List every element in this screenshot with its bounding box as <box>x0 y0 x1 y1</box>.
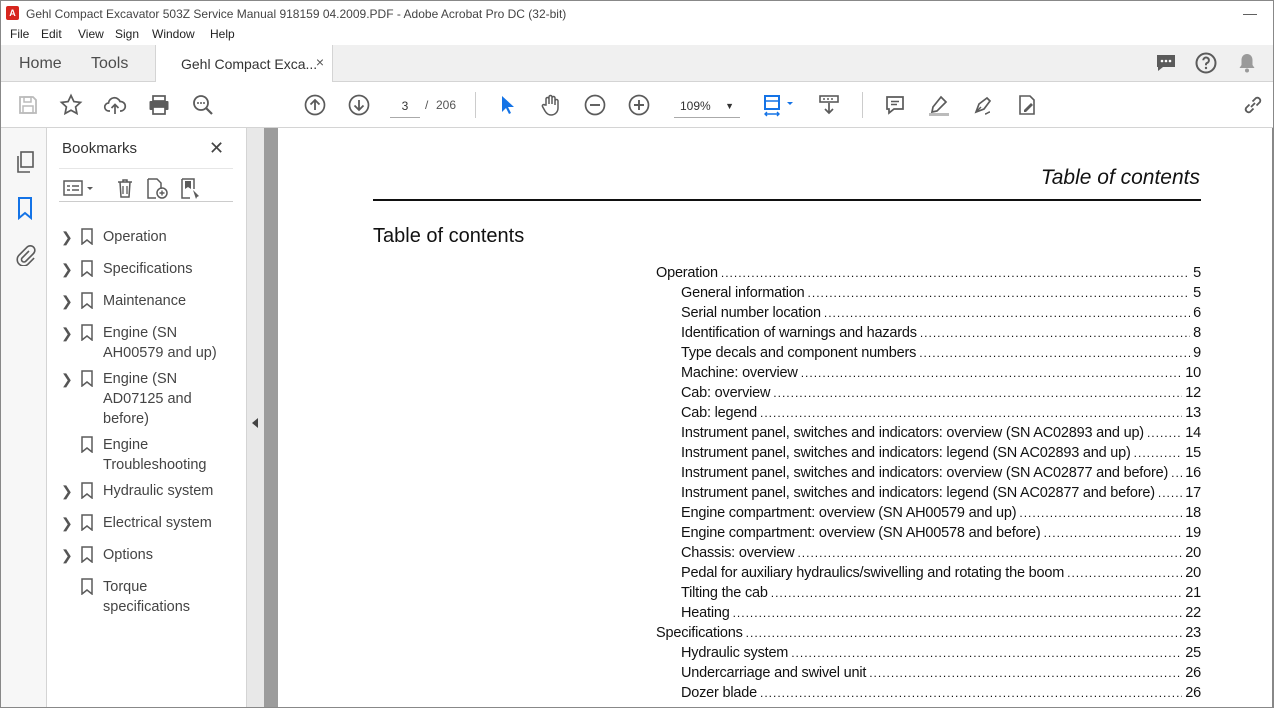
menu-bar <box>0 26 1274 45</box>
bookmarks-toolbar <box>59 168 233 202</box>
comment-icon[interactable] <box>883 93 907 117</box>
bookmark-label: Engine Troubleshooting <box>103 437 207 473</box>
bookmark-panel-icon[interactable] <box>14 196 36 220</box>
toc-entry[interactable] <box>656 585 1201 605</box>
bookmark-item[interactable] <box>47 513 247 533</box>
toc-entry-title: Machine: overview <box>681 365 798 381</box>
select-cursor-icon[interactable] <box>495 93 519 117</box>
toc-entry[interactable] <box>656 605 1201 625</box>
menu-view[interactable]: View <box>78 27 104 41</box>
chevron-right-icon[interactable]: ❯ <box>61 483 73 499</box>
new-bookmark-icon[interactable] <box>145 177 169 199</box>
toc-leader-dots <box>1158 486 1182 500</box>
page-fit-icon[interactable] <box>761 93 797 117</box>
toc-entry-page: 16 <box>1185 465 1201 481</box>
toc-leader-dots <box>1067 566 1182 580</box>
toc-entry[interactable] <box>656 285 1201 305</box>
toc-entry-page: 15 <box>1185 445 1201 461</box>
page-number-input[interactable]: 3 <box>390 94 420 118</box>
toc-entry-page: 21 <box>1185 585 1201 601</box>
bookmark-label: Torque specifications <box>103 579 191 615</box>
toc-leader-dots <box>824 306 1190 320</box>
toc-leader-dots <box>808 286 1191 300</box>
left-navigation-rail <box>0 128 47 708</box>
toc-entry[interactable] <box>656 345 1201 365</box>
bookmark-flag-icon <box>81 292 93 309</box>
toc-entry-title: Instrument panel, switches and indicators: overview (SN AC02877 and before) <box>681 465 1169 481</box>
highlight-pen-icon[interactable] <box>927 93 951 117</box>
toc-entry[interactable] <box>656 685 1201 705</box>
toc-entry-page: 22 <box>1185 605 1201 621</box>
toc-entry-page: 23 <box>1185 625 1201 641</box>
toc-leader-dots <box>869 666 1182 680</box>
minimize-button[interactable]: — <box>1243 5 1257 21</box>
document-page <box>278 128 1273 708</box>
toolbar-divider <box>475 92 476 118</box>
toc-entry-page: 13 <box>1185 405 1201 421</box>
toc-entry[interactable] <box>656 665 1201 685</box>
tab-document[interactable] <box>155 45 333 82</box>
toc-entry-page: 5 <box>1193 285 1201 301</box>
main-toolbar <box>0 82 1274 128</box>
toc-entry-page: 18 <box>1185 505 1201 521</box>
toc-entry-page: 6 <box>1193 305 1201 321</box>
bookmark-options-icon[interactable] <box>63 177 97 199</box>
toc-leader-dots <box>771 586 1183 600</box>
chevron-right-icon[interactable]: ❯ <box>61 293 73 309</box>
bookmark-flag-icon <box>81 482 93 499</box>
menu-window[interactable]: Window <box>152 27 195 41</box>
chevron-right-icon[interactable]: ❯ <box>61 371 73 387</box>
tab-close-button[interactable]: × <box>315 54 324 70</box>
toc-leader-dots <box>721 266 1190 280</box>
toc-entry[interactable] <box>656 265 1201 285</box>
toc-entry[interactable] <box>656 325 1201 345</box>
toc-entry-page: 26 <box>1185 685 1201 701</box>
toc-entry[interactable] <box>656 645 1201 665</box>
toc-entry-title: Heating <box>681 605 730 621</box>
star-icon[interactable] <box>59 93 83 117</box>
bookmark-item[interactable] <box>47 481 247 501</box>
window-title: Gehl Compact Excavator 503Z Service Manual 918159 04.2009.PDF - Adobe Acrobat Pro DC (32-bit) <box>26 7 567 21</box>
bookmark-item[interactable] <box>47 577 247 617</box>
toc-leader-dots <box>746 626 1183 640</box>
toc-entry-title: General information <box>681 285 805 301</box>
toc-entry-page: 12 <box>1185 385 1201 401</box>
bookmark-flag-icon <box>81 228 93 245</box>
toc-entry-page: 25 <box>1185 645 1201 661</box>
page-thumbnails-icon[interactable] <box>14 150 36 174</box>
scroll-mode-icon[interactable] <box>817 93 841 117</box>
toc-entry-page: 19 <box>1185 525 1201 541</box>
bookmark-flag-icon <box>81 546 93 563</box>
toc-entry-title: Undercarriage and swivel unit <box>681 665 867 681</box>
toc-leader-dots <box>919 346 1190 360</box>
menu-edit[interactable]: Edit <box>41 27 62 41</box>
comment-bubble-icon[interactable] <box>1154 51 1178 75</box>
bookmark-label: Engine (SN AH00579 and up) <box>103 325 217 361</box>
chevron-down-icon: ▼ <box>725 101 734 111</box>
toc-entry[interactable] <box>656 445 1201 465</box>
toc-leader-dots <box>1019 506 1182 520</box>
tab-tools[interactable]: Tools <box>91 55 129 72</box>
toc-entry[interactable] <box>656 625 1201 645</box>
toc-entry-title: Instrument panel, switches and indicators: overview (SN AC02893 and up) <box>681 425 1144 441</box>
chevron-right-icon[interactable]: ❯ <box>61 229 73 245</box>
tab-home[interactable]: Home <box>19 55 62 72</box>
toc-entry-page: 20 <box>1185 565 1201 581</box>
toc-entry-title: Cab: overview <box>681 385 771 401</box>
toc-entry-title: Dozer blade <box>681 685 757 701</box>
toc-entry[interactable] <box>656 545 1201 565</box>
toc-leader-dots <box>1171 466 1182 480</box>
document-background <box>264 128 278 708</box>
toc-entry-page: 20 <box>1185 545 1201 561</box>
toc-leader-dots <box>797 546 1182 560</box>
bookmark-flag-icon <box>81 324 93 341</box>
menu-sign[interactable]: Sign <box>115 27 140 41</box>
toc-entry[interactable] <box>656 385 1201 405</box>
toc-entry-page: 17 <box>1185 485 1201 501</box>
title-bar <box>0 0 1274 26</box>
bookmark-flag-icon <box>81 514 93 531</box>
bookmark-item[interactable] <box>47 545 247 565</box>
toc-entry-page: 10 <box>1185 365 1201 381</box>
panel-collapse-handle[interactable] <box>247 128 264 708</box>
print-icon[interactable] <box>147 93 171 117</box>
bookmark-label: Hydraulic system <box>103 483 214 499</box>
page-header-title: Table of contents <box>1040 166 1200 189</box>
close-panel-button[interactable]: ✕ <box>209 138 225 158</box>
upload-cloud-icon[interactable] <box>103 93 127 117</box>
toc-entry-title: Type decals and component numbers <box>681 345 917 361</box>
toc-heading: Table of contents <box>373 225 525 247</box>
chevron-right-icon[interactable]: ❯ <box>61 261 73 277</box>
toc-leader-dots <box>1044 526 1183 540</box>
chevron-right-icon[interactable]: ❯ <box>61 325 73 341</box>
chevron-right-icon[interactable]: ❯ <box>61 515 73 531</box>
bookmark-label: Specifications <box>103 261 193 277</box>
toc-entry[interactable] <box>656 425 1201 445</box>
bookmark-label: Engine (SN AD07125 and before) <box>103 371 192 427</box>
bookmark-label: Maintenance <box>103 293 187 309</box>
toc-entry-page: 5 <box>1193 265 1201 281</box>
bookmark-label: Options <box>103 547 153 563</box>
toc-entry-title: Tilting the cab <box>681 585 768 601</box>
zoom-in-icon[interactable] <box>627 93 651 117</box>
toc-entry-page: 9 <box>1193 345 1201 361</box>
acrobat-icon: A <box>6 6 19 20</box>
toc-entry-title: Engine compartment: overview (SN AH00578 and before) <box>681 525 1041 541</box>
zoom-level-select[interactable] <box>674 94 740 118</box>
zoom-level-value: 109% <box>680 99 711 113</box>
hand-tool-icon[interactable] <box>539 93 563 117</box>
find-bookmark-icon[interactable] <box>179 177 203 199</box>
bookmark-flag-icon <box>81 578 93 595</box>
bookmark-flag-icon <box>81 370 93 387</box>
previous-page-icon[interactable] <box>303 93 327 117</box>
menu-file[interactable]: File <box>10 27 30 41</box>
toolbar-divider <box>862 92 863 118</box>
toc-entry-title: Hydraulic system <box>681 645 789 661</box>
toc-entry-title: Serial number location <box>681 305 821 321</box>
bookmark-item[interactable] <box>47 435 247 475</box>
toc-entry[interactable] <box>656 565 1201 585</box>
toc-entry-title: Cab: legend <box>681 405 757 421</box>
toc-entry[interactable] <box>656 305 1201 325</box>
attachment-paperclip-icon[interactable] <box>14 242 36 266</box>
find-zoom-icon[interactable] <box>191 93 215 117</box>
tab-document-label: Gehl Compact Exca... <box>181 56 318 72</box>
collapse-arrow-icon[interactable] <box>252 418 258 428</box>
toc-entry-title: Instrument panel, switches and indicators: legend (SN AC02877 and before) <box>681 485 1155 501</box>
bookmark-flag-icon <box>81 436 93 453</box>
notification-bell-icon[interactable] <box>1235 51 1259 75</box>
delete-bookmark-icon[interactable] <box>113 177 137 199</box>
toc-entry[interactable] <box>656 485 1201 505</box>
table-of-contents <box>656 265 1201 705</box>
bookmark-item[interactable] <box>47 259 247 279</box>
toc-leader-dots <box>1147 426 1182 440</box>
toc-entry-page: 14 <box>1185 425 1201 441</box>
toc-entry-title: Instrument panel, switches and indicators: legend (SN AC02893 and up) <box>681 445 1131 461</box>
toc-entry[interactable] <box>656 465 1201 485</box>
bookmark-item[interactable] <box>47 227 247 247</box>
toc-leader-dots <box>920 326 1190 340</box>
sign-pen-icon[interactable] <box>971 93 995 117</box>
bookmark-label: Electrical system <box>103 515 212 531</box>
toc-entry-title: Operation <box>656 265 718 281</box>
zoom-out-icon[interactable] <box>583 93 607 117</box>
toc-entry-title: Engine compartment: overview (SN AH00579 and up) <box>681 505 1017 521</box>
toc-entry-title: Chassis: overview <box>681 545 795 561</box>
bookmark-label: Operation <box>103 229 167 245</box>
bookmark-item[interactable] <box>47 323 247 363</box>
bookmarks-panel <box>47 128 247 708</box>
header-rule <box>373 199 1201 201</box>
toc-entry[interactable] <box>656 365 1201 385</box>
toc-leader-dots <box>1134 446 1183 460</box>
share-link-icon[interactable] <box>1241 93 1265 117</box>
bookmark-flag-icon <box>81 260 93 277</box>
toc-entry[interactable] <box>656 505 1201 525</box>
page-separator: / <box>425 98 429 112</box>
toc-leader-dots <box>733 606 1183 620</box>
help-icon[interactable] <box>1194 51 1218 75</box>
toc-entry-title: Pedal for auxiliary hydraulics/swivelling and rotating the boom <box>681 565 1065 581</box>
toc-entry[interactable] <box>656 525 1201 545</box>
save-icon[interactable] <box>16 93 40 117</box>
fill-sign-icon[interactable] <box>1015 93 1039 117</box>
tab-bar <box>0 45 1274 82</box>
menu-help[interactable]: Help <box>210 27 235 41</box>
bookmark-item[interactable] <box>47 291 247 311</box>
toc-leader-dots <box>791 646 1182 660</box>
page-total: 206 <box>436 98 457 112</box>
toc-entry[interactable] <box>656 405 1201 425</box>
next-page-icon[interactable] <box>347 93 371 117</box>
chevron-right-icon[interactable]: ❯ <box>61 547 73 563</box>
toc-leader-dots <box>760 406 1182 420</box>
toc-entry-page: 8 <box>1193 325 1201 341</box>
bookmark-item[interactable] <box>47 369 247 429</box>
toc-entry-title: Specifications <box>656 625 743 641</box>
toc-entry-page: 26 <box>1185 665 1201 681</box>
bookmarks-heading: Bookmarks <box>62 140 138 157</box>
toc-leader-dots <box>773 386 1182 400</box>
toc-leader-dots <box>801 366 1183 380</box>
toc-leader-dots <box>760 686 1182 700</box>
toc-entry-title: Identification of warnings and hazards <box>681 325 917 341</box>
